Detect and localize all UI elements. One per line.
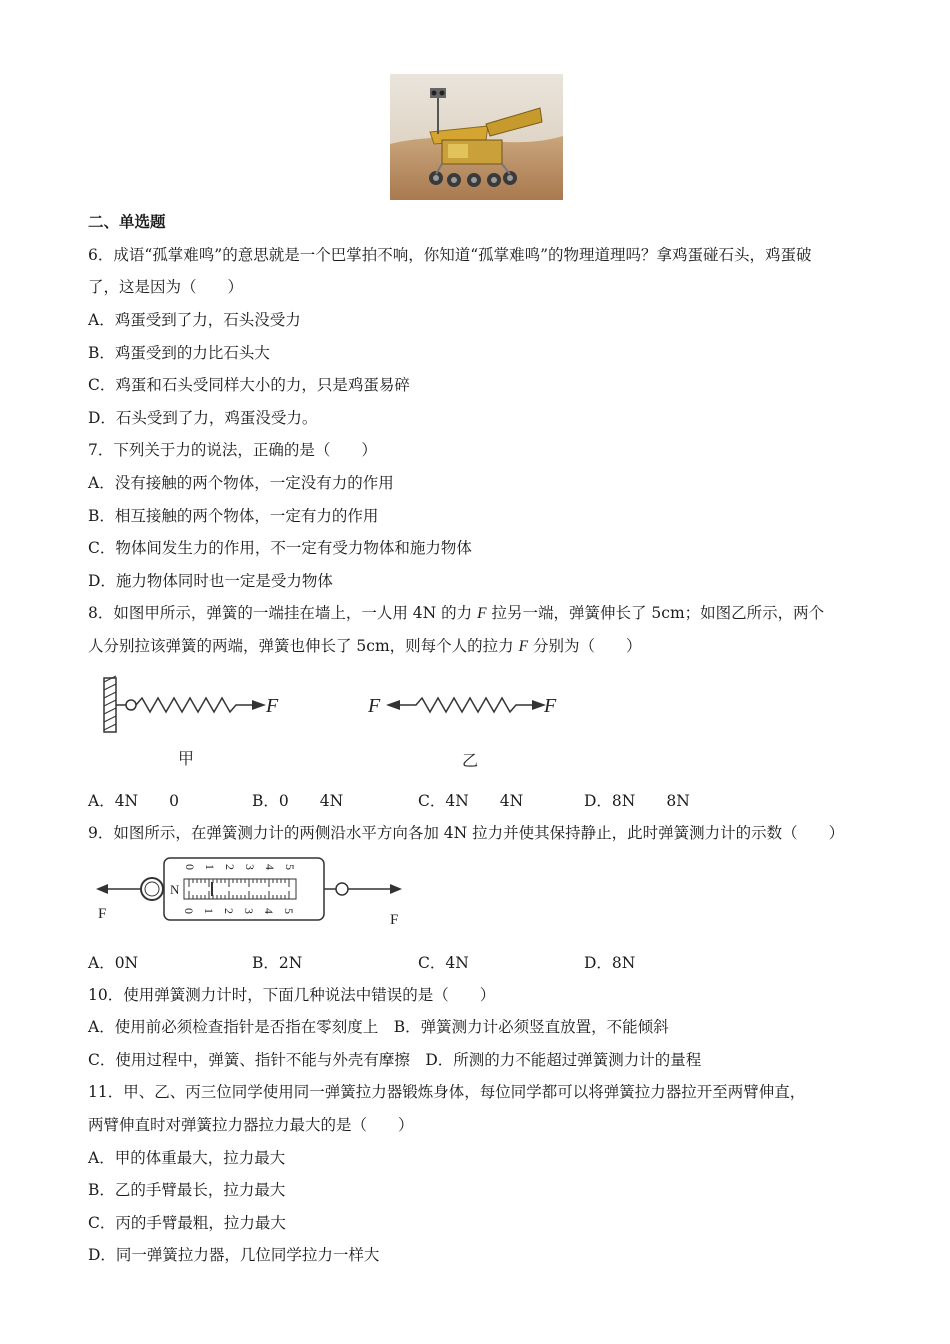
q7-option-c[interactable]: C．物体间发生力的作用，不一定有受力物体和施力物体 [88,539,472,557]
q8-force-symbol: F [518,638,529,655]
q8-figure-yi [366,674,576,774]
q8-stem-text: 拉另一端，弹簧伸长了 5cm；如图乙所示，两个 [486,604,825,622]
tick-label: 3 [242,908,256,914]
q6-option-a[interactable]: A．鸡蛋受到了力，石头没受力 [88,311,301,329]
q7-option-b[interactable]: B．相互接触的两个物体，一定有力的作用 [88,507,379,525]
figure-label-jia: 甲 [178,751,195,768]
q9-stem: 9．如图所示，在弹簧测力计的两侧沿水平方向各加 4N 拉力并使其保持静止，此时弹簧测力计的示数（ ） [88,824,845,842]
arrow-head-left [96,884,108,894]
tick-label: 5 [283,864,297,870]
tick-label: 2 [222,908,236,914]
q6-stem-line1: 6．成语“孤掌难鸣”的意思就是一个巴掌拍不响，你知道“孤掌难鸣”的物理道理吗？拿鸡蛋碰石头，鸡蛋破 [88,246,812,264]
tick-label: 0 [182,908,196,914]
q8-force-symbol: F [477,605,487,622]
q6-option-d[interactable]: D．石头受到了力，鸡蛋没受力。 [88,409,318,427]
q10-stem: 10．使用弹簧测力计时，下面几种说法中错误的是（ ） [88,986,496,1004]
q10-options-ab[interactable]: A．使用前必须检查指针是否指在零刻度上 B．弹簧测力计必须竖直放置，不能倾斜 [88,1018,669,1036]
q8-stem-text: 8．如图甲所示，弹簧的一端挂在墙上，一人用 4N 的力 [88,604,478,622]
q6-option-b[interactable]: B．鸡蛋受到的力比石头大 [88,344,270,362]
hook-ring [141,878,163,900]
figure-label-yi: 乙 [462,753,479,770]
q6-option-c[interactable]: C．鸡蛋和石头受同样大小的力，只是鸡蛋易碎 [88,376,410,394]
tick-label: 1 [202,908,216,914]
q9-option-d[interactable]: D．8N [584,954,636,972]
force-label-left: F [98,906,107,922]
q6-stem-line2: 了，这是因为（ ） [88,278,244,296]
q10-options-cd[interactable]: C．使用过程中，弹簧、指针不能与外壳有摩擦 D．所测的力不能超过弹簧测力计的量程 [88,1051,702,1069]
spring [398,698,534,712]
rover-photo [390,74,563,200]
q9-option-c[interactable]: C．4N [418,954,469,972]
q11-option-c[interactable]: C．丙的手臂最粗，拉力最大 [88,1214,286,1232]
spring [136,698,256,712]
section-title: 二、单选题 [88,212,166,231]
unit-label: N [170,882,180,897]
q9-option-b[interactable]: B．2N [252,954,303,972]
q8-stem-line1 [88,603,824,624]
tick-label: 4 [263,864,277,870]
q8-option-d[interactable]: D．8N 8N [584,792,690,810]
q8-option-b[interactable]: B．0 4N [252,792,344,810]
q9-option-a[interactable]: A．0N [88,954,139,972]
tick-label: 0 [183,864,197,870]
q8-stem-text: 分别为（ ） [528,637,642,655]
q11-option-b[interactable]: B．乙的手臂最长，拉力最大 [88,1181,286,1199]
q7-stem: 7．下列关于力的说法，正确的是（ ） [88,441,377,459]
force-label-right: F [390,912,399,928]
q11-option-d[interactable]: D．同一弹簧拉力器，几位同学拉力一样大 [88,1246,380,1264]
force-label-left: F [368,695,381,717]
q8-stem-text: 人分别拉该弹簧的两端，弹簧也伸长了 5cm，则每个人的拉力 [88,637,519,655]
tick-label: 4 [262,908,276,914]
force-label: F [266,695,279,717]
arrow-head-left [386,700,400,710]
force-label-right: F [544,695,557,717]
tick-label: 5 [282,908,296,914]
q9-spring-scale-figure [92,852,412,932]
q8-option-c[interactable]: C．4N 4N [418,792,524,810]
arrow-head-right [390,884,402,894]
q8-stem-line2 [88,636,642,657]
arrow-head [252,700,266,710]
q11-option-a[interactable]: A．甲的体重最大，拉力最大 [88,1149,286,1167]
q8-figure-jia [98,674,298,774]
q7-option-d[interactable]: D．施力物体同时也一定是受力物体 [88,572,333,590]
q11-stem-line1: 11．甲、乙、丙三位同学使用同一弹簧拉力器锻炼身体，每位同学都可以将弹簧拉力器拉开至两臂伸直， [88,1083,806,1101]
q8-option-a[interactable]: A．4N 0 [88,792,179,810]
tick-label: 3 [243,864,257,870]
q7-option-a[interactable]: A．没有接触的两个物体，一定没有力的作用 [88,474,394,492]
tick-label: 1 [203,864,217,870]
tick-label: 2 [223,864,237,870]
right-hook [336,883,348,895]
q11-stem-line2: 两臂伸直时对弹簧拉力器拉力最大的是（ ） [88,1116,414,1134]
